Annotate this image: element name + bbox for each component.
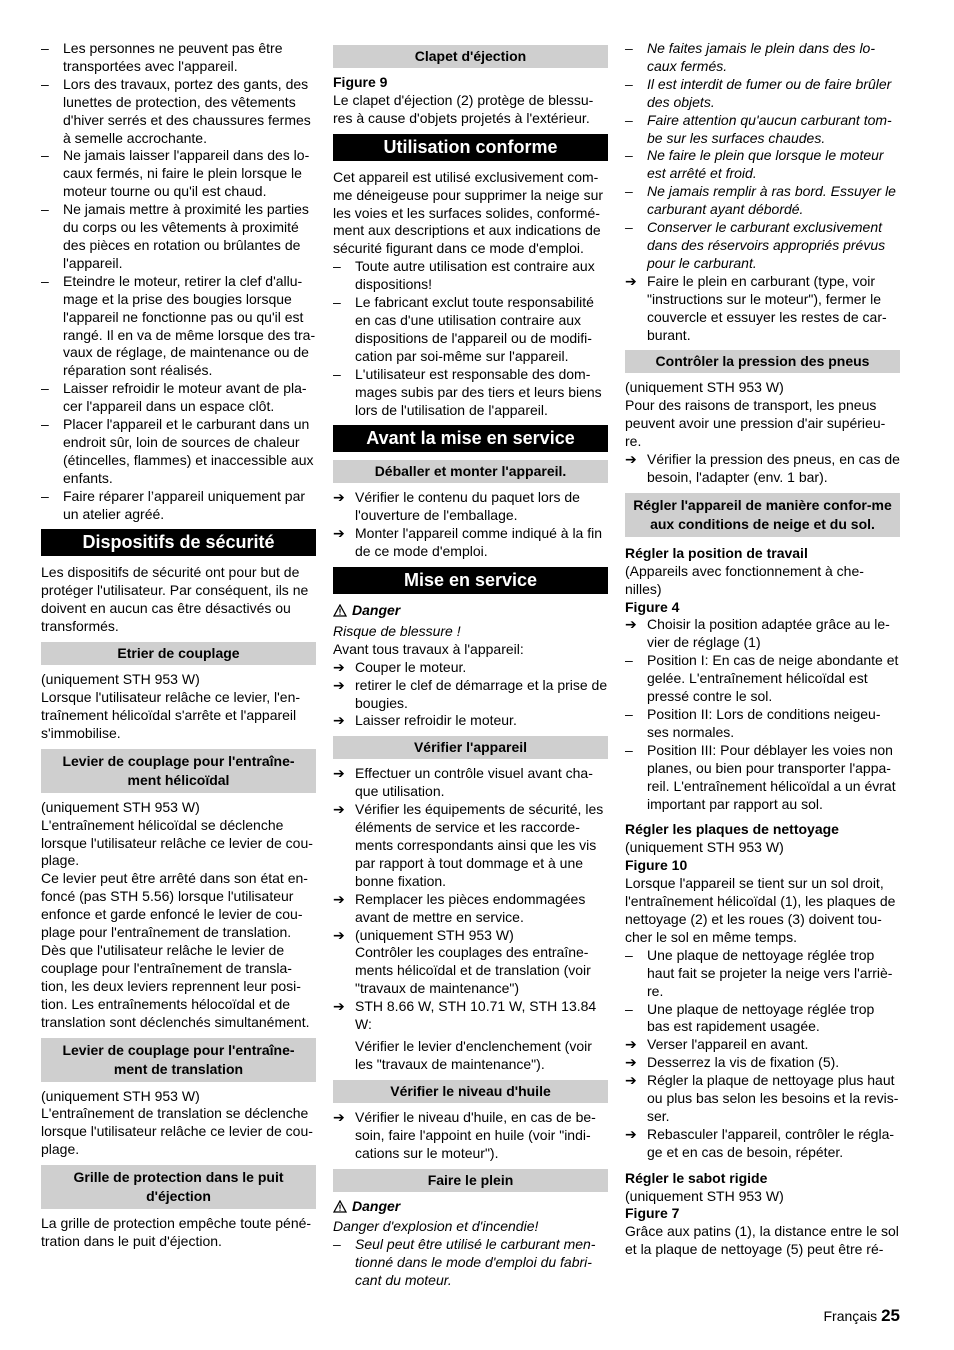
list-item: – Il est interdit de fumer ou de faire brûler des objets. (625, 75, 892, 110)
list-item: – Lors des travaux, portez des gants, des lunettes de protection, des vêtements d'hiver serrés et des chaussures fermes à semelle accrochante. (41, 75, 311, 146)
arrow-icon: ➔ (333, 765, 345, 782)
subsection-heading-huile: Vérifier le niveau d'huile (333, 1080, 608, 1103)
section-heading-mise: Mise en service (333, 567, 608, 594)
paragraph: (uniquement STH 953 W) (625, 839, 784, 856)
column-3 (625, 40, 900, 1259)
arrow-icon: ➔ (333, 712, 345, 729)
list-item: ➔ Vérifier les équipements de sécurité, les éléments de service et les raccorde-ments correspondants ainsi que les vis par rapport à tout dommage et à une bonne fixation. (333, 801, 604, 889)
list-item: – Toute autre utilisation est contraire aux dispositions! (333, 258, 595, 293)
list-item: – Ne jamais laisser l'appareil dans des lo-caux fermés, ni faire le plein lorsque le moteur tourne ou qu'il est chaud. (41, 147, 310, 200)
verifier-list (333, 765, 608, 1034)
list-item: – L'utilisateur est responsable des dom-mages subis par des tiers et leurs biens lors de l'utilisation de l'appareil. (333, 365, 602, 418)
section-heading-utilisation: Utilisation conforme (333, 134, 608, 161)
list-item: – Le fabricant exclut toute responsabilité en cas d'une utilisation contraire aux dispositions de l'appareil ou de modifi-cation par soi-même sur l'appareil. (333, 294, 594, 364)
paragraph: Avant tous travaux à l'appareil: (333, 640, 524, 657)
subsection-heading-plein: Faire le plein (333, 1169, 608, 1192)
paragraph: (uniquement STH 953 W) (625, 1187, 784, 1204)
position-list (625, 652, 900, 813)
list-item: ➔ Choisir la position adaptée grâce au le-vier de réglage (1) (625, 616, 890, 651)
arrow-icon: ➔ (625, 451, 637, 468)
subsection-heading-levier-translation: Levier de couplage pour l'entraîne-ment de translation (41, 1038, 316, 1082)
list-item: – Placer l'appareil et le carburant dans un endroit sûr, loin de sources de chaleur (étincelles, flammes) et inaccessible aux enfants. (41, 416, 314, 486)
danger-label: Danger (333, 602, 608, 620)
paragraph: Les dispositifs de sécurité ont pour but de protéger l'utilisateur. Par conséquent, ils ne doivent en aucun cas être désactivés ou transformés. (41, 564, 309, 635)
paragraph: Cet appareil est utilisé exclusivement com-me déneigeuse pour supprimer la neige sur les voies et les surfaces solides, conformé-ment aux descriptions et aux indications de sécurité figurant dans ce mode d'emploi. (333, 168, 604, 257)
column-2 (333, 40, 608, 1290)
list-item: ➔ Vérifier la pression des pneus, en cas de besoin, l'adapter (env. 1 bar). (625, 451, 900, 485)
list-item: – Position III: Pour déblayer les voies non planes, ou bien pour transporter l'appa-reil. L'entraînement hélicoïdal a un évrat important par rapport au sol. (625, 741, 896, 812)
subsection-heading-grille: Grille de protection dans le puit d'éjection (41, 1165, 316, 1209)
page-footer (824, 1307, 901, 1326)
subsection-heading-etrier: Etrier de couplage (41, 642, 316, 665)
arrow-icon: ➔ (625, 1072, 637, 1089)
paragraph: (uniquement STH 953 W) L'entraînement de translation se déclenche lorsque l'utilisateur relâche ce levier de cou-plage. (41, 1087, 313, 1158)
plaques-list (625, 947, 900, 1037)
paragraph: La grille de protection empêche toute péné-tration dans le puit d'éjection. (41, 1215, 312, 1250)
arrow-icon: ➔ (333, 658, 345, 675)
subsection-heading-verifier: Vérifier l'appareil (333, 736, 608, 759)
subheading-plaques: Régler les plaques de nettoyage (625, 821, 839, 838)
arrow-icon: ➔ (333, 525, 345, 542)
list-item: – Position I: En cas de neige abondante et gelée. L'entraînement hélicoïdal est pressé contre le sol. (625, 652, 899, 705)
arrow-icon: ➔ (625, 616, 637, 633)
subsection-heading-regler: Régler l'appareil de manière confor-me aux conditions de neige et du sol. (625, 493, 900, 537)
arrow-icon: ➔ (333, 801, 345, 818)
list-item: – Ne faites jamais le plein dans des lo-caux fermés. (625, 40, 876, 74)
arrow-icon: ➔ (333, 890, 345, 907)
arrow-icon: ➔ (625, 272, 637, 289)
list-item: ➔ Faire le plein en carburant (type, voir "instructions sur le moteur"), fermer le couvercle et essuyer les restes de car-burant. (625, 272, 887, 343)
list-item: ➔ Monter l'appareil comme indiqué à la fin de ce mode d'emploi. (333, 525, 603, 560)
list-item: ➔ STH 8.66 W, STH 10.71 W, STH 13.84 W: (333, 998, 597, 1033)
list-item: ➔ Desserrez la vis de fixation (5). (625, 1054, 840, 1071)
paragraph: (uniquement STH 953 W) Pour des raisons de transport, les pneus peuvent avoir une pression d'air supérieu-re. (625, 379, 886, 450)
figure-ref: Figure 9 (333, 74, 388, 90)
list-item: – Position II: Lors de conditions neigeu-ses normales. (625, 706, 881, 740)
paragraph: (uniquement STH 953 W) Lorsque l'utilisateur relâche ce levier, l'en-traînement hélicoïdal s'arrête et l'appareil s'immobilise. (41, 671, 301, 741)
list-item: ➔ Vérifier le niveau d'huile, en cas de be-soin, faire l'appoint en huile (voir "indi-cations sur le moteur"). (333, 1108, 596, 1161)
section-heading-avant: Avant la mise en service (333, 425, 608, 452)
list-item: ➔ Laisser refroidir le moteur. (333, 712, 517, 729)
subsection-heading-pneus: Contrôler la pression des pneus (625, 350, 900, 373)
list-item: – Faire réparer l’appareil uniquement par un atelier agréé. (41, 487, 306, 522)
list-item: – Faire attention qu'aucun carburant tom-be sur les surfaces chaudes. (625, 111, 892, 146)
arrow-icon: ➔ (333, 998, 345, 1015)
list-item: – Ne faire le plein que lorsque le moteur est arrêté et froid. (625, 147, 884, 182)
paragraph: (Appareils avec fonctionnement à che-nilles) (625, 562, 864, 597)
paragraph: Lorsque l'appareil se tient sur un sol droit, l'entraînement hélicoïdal (1), les plaques de nettoyage (2) et les roues (3) doivent tou-cher le sol en même temps. (625, 875, 896, 945)
intro-list (41, 40, 316, 523)
subheading-position: Régler la position de travail (625, 544, 808, 561)
warning-icon (333, 604, 347, 617)
section-heading-dispositifs: Dispositifs de sécurité (41, 529, 316, 556)
figure-ref: Figure 4 (625, 598, 680, 615)
danger-label: Danger (333, 1198, 608, 1216)
plaques-steps (625, 1036, 900, 1161)
figure-ref: Figure 10 (625, 857, 688, 874)
list-item: – Laisser refroidir le moteur avant de pla-cer l'appareil dans un espace clôt. (41, 380, 307, 415)
paragraph: Le clapet d'éjection (2) protège de blessu-res à cause d'objets projetés à l'extérieur. (333, 91, 594, 126)
arrow-icon: ➔ (625, 1125, 637, 1142)
deballer-list (333, 489, 608, 561)
warning-icon (333, 1200, 347, 1213)
paragraph: Grâce aux patins (1), la distance entre le sol et la plaque de nettoyage (5) peut être ré- (625, 1223, 899, 1258)
footer-language: Français (823, 1308, 878, 1324)
list-item: – Les personnes ne peuvent pas être transportées avec l'appareil. (41, 40, 283, 74)
plein-list-continued (625, 40, 900, 273)
plein-list (333, 1236, 608, 1290)
arrow-icon: ➔ (625, 1054, 637, 1071)
danger-text: Danger d'explosion et d'incendie! (333, 1218, 539, 1235)
list-item: ➔ Rebasculer l'appareil, contrôler le régla-ge et en cas de besoin, répéter. (625, 1125, 895, 1160)
arrow-icon: ➔ (333, 676, 345, 693)
arrow-icon: ➔ (333, 1108, 345, 1125)
page-number: 25 (881, 1306, 900, 1325)
list-item: – Une plaque de nettoyage réglée trop haut fait se projeter la neige vers l'arriè-re. (625, 946, 893, 999)
list-item: ➔ (uniquement STH 953 W) Contrôler les couplages des entraîne-ments hélicoïdal et de translation (voir "travaux de maintenance") (333, 926, 591, 997)
list-item: – Eteindre le moteur, retirer la clef d'allu-mage et la prise des bougies lorsque l'appareil ne fonctionne pas ou qu'il est rangé. Il en va de même lorsque des tra-vaux de réglage, de maintenance ou de réparation sont réalisés. (41, 272, 316, 379)
column-1 (41, 40, 316, 1251)
utilisation-list (333, 258, 608, 419)
list-item: – Ne jamais remplir à ras bord. Essuyer le carburant ayant débordé. (625, 183, 896, 218)
figure-ref: Figure 7 (625, 1205, 680, 1222)
list-item: ➔ Remplacer les pièces endommagées avant de mettre en service. (333, 890, 586, 925)
paragraph: Vérifier le levier d'enclenchement (voir les "travaux de maintenance"). (355, 1037, 592, 1072)
list-item: ➔ Régler la plaque de nettoyage plus haut ou plus bas selon les besoins et la revis-ser. (625, 1072, 899, 1124)
list-item: ➔ Effectuer un contrôle visuel avant cha-que utilisation. (333, 765, 593, 800)
subsection-heading-levier-helicoidal: Levier de couplage pour l'entraîne-ment hélicoïdal (41, 749, 316, 793)
arrow-icon: ➔ (333, 926, 345, 943)
arrow-icon: ➔ (333, 489, 345, 506)
list-item: ➔ Vérifier le contenu du paquet lors de l'ouverture de l'emballage. (333, 489, 580, 524)
mise-list (333, 659, 608, 731)
list-item: ➔ retirer le clef de démarrage et la prise de bougies. (333, 676, 608, 711)
subheading-sabot: Régler le sabot rigide (625, 1169, 768, 1186)
list-item: – Ne jamais mettre à proximité les parties du corps ou les vêtements à proximité des pièces en rotation ou brûlantes de l'appareil. (41, 201, 309, 271)
subsection-heading-clapet: Clapet d'éjection (333, 45, 608, 68)
arrow-icon: ➔ (625, 1036, 637, 1053)
list-item: ➔ Couper le moteur. (333, 658, 467, 675)
paragraph: (uniquement STH 953 W) L'entraînement hélicoïdal se déclenche lorsque l'utilisateur relâche ce levier de cou-plage. Ce levier peut être arrêté dans son état en-foncé (pas STH 5.56) lorsque l'utilisateur enfonce et garde enfoncé le levier de cou-plage pour l'entraînement de translation. Dès que l'utilisateur relâche le levier de couplage pour l'entraînement de transla-tion, les deux leviers reprennent leur posi-tion. Les entraînements hélocoïdal et de translation sont déclenchés simultanément. (41, 798, 313, 1030)
list-item: – Conserver le carburant exclusivement dans des réservoirs appropriés prévus pour le carburant. (625, 219, 886, 271)
list-item: ➔ Verser l'appareil en avant. (625, 1036, 809, 1053)
list-item: – Une plaque de nettoyage réglée trop bas est rapidement usagée. (625, 1000, 875, 1035)
huile-list (333, 1109, 608, 1163)
danger-text: Risque de blessure ! (333, 622, 461, 639)
subsection-heading-deballer: Déballer et monter l'appareil. (333, 460, 608, 483)
list-item: – Seul peut être utilisé le carburant men-tionné dans le mode d'emploi du fabri-cant du moteur. (333, 1236, 596, 1289)
